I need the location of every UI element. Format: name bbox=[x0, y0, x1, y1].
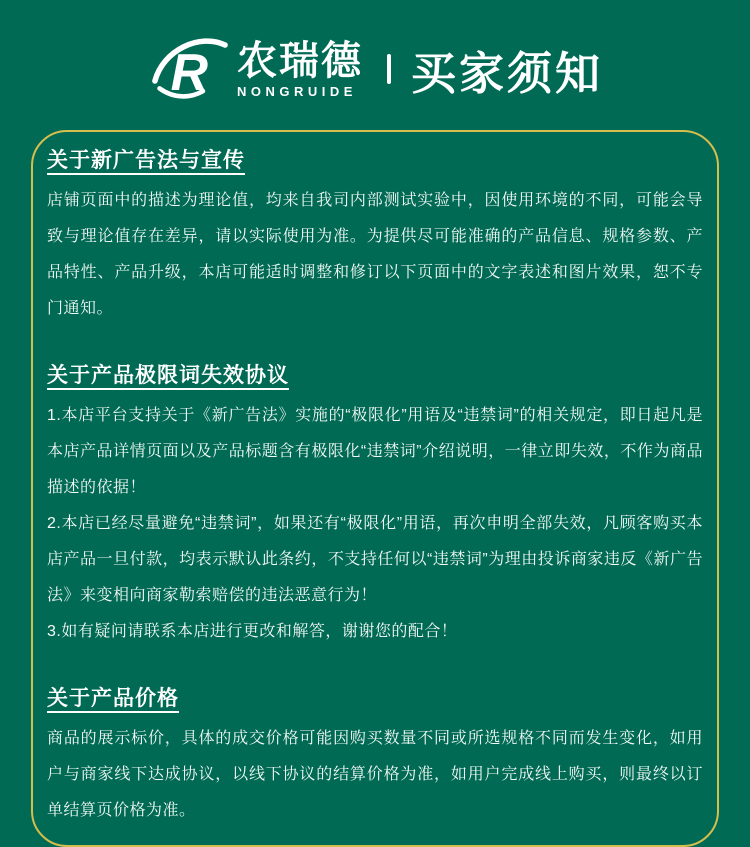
section-extreme-words bbox=[47, 359, 703, 650]
section-paragraph: 店铺页面中的描述为理论值，均来自我司内部测试实验中，因使用环境的不同，可能会导致与理论值存在差异，请以实际使用为准。为提供尽可能准确的产品信息、规格参数、产品特性、产品升级，本店可能适时调整和修订以下页面中的文字表述和图片效果，恕不专门通知。 bbox=[47, 192, 703, 317]
page-title: 买家须知 bbox=[410, 47, 603, 99]
notice-panel bbox=[31, 130, 719, 847]
section-paragraph: 3.如有疑问请联系本店进行更改和解答，谢谢您的配合！ bbox=[47, 623, 458, 640]
svg-text:R: R bbox=[170, 43, 208, 102]
section-ad-law bbox=[47, 144, 703, 327]
section-price bbox=[47, 682, 703, 829]
brand-logo-icon bbox=[147, 33, 233, 105]
section-paragraph: 1.本店平台支持关于《新广告法》实施的“极限化”用语及“违禁词”的相关规定，即日起凡是本店产品详情页面以及产品标题含有极限化“违禁词”介绍说明，一律立即失效，不作为商品描述的依据！ bbox=[47, 407, 703, 496]
brand-wordmark bbox=[236, 38, 363, 99]
brand-name: 农瑞德 bbox=[236, 38, 363, 83]
header bbox=[0, 0, 750, 106]
section-heading: 关于产品价格 bbox=[47, 687, 179, 710]
brand-latin-name: NONGRUIDE bbox=[236, 83, 357, 99]
header-divider bbox=[387, 54, 391, 84]
brand bbox=[147, 33, 363, 105]
section-paragraph: 商品的展示标价，具体的成交价格可能因购买数量不同或所选规格不同而发生变化，如用户与商家线下达成协议，以线下协议的结算价格为准，如用户完成线上购买，则最终以订单结算页价格为准。 bbox=[47, 730, 703, 819]
section-heading: 关于新广告法与宣传 bbox=[47, 149, 245, 172]
section-heading: 关于产品极限词失效协议 bbox=[47, 364, 289, 387]
section-paragraph: 2.本店已经尽量避免“违禁词”，如果还有“极限化”用语，再次申明全部失效，凡顾客购买本店产品一旦付款，均表示默认此条约，不支持任何以“违禁词”为理由投诉商家违反《新广告法》来变相向商家勒索赔偿的违法恶意行为！ bbox=[47, 515, 703, 604]
